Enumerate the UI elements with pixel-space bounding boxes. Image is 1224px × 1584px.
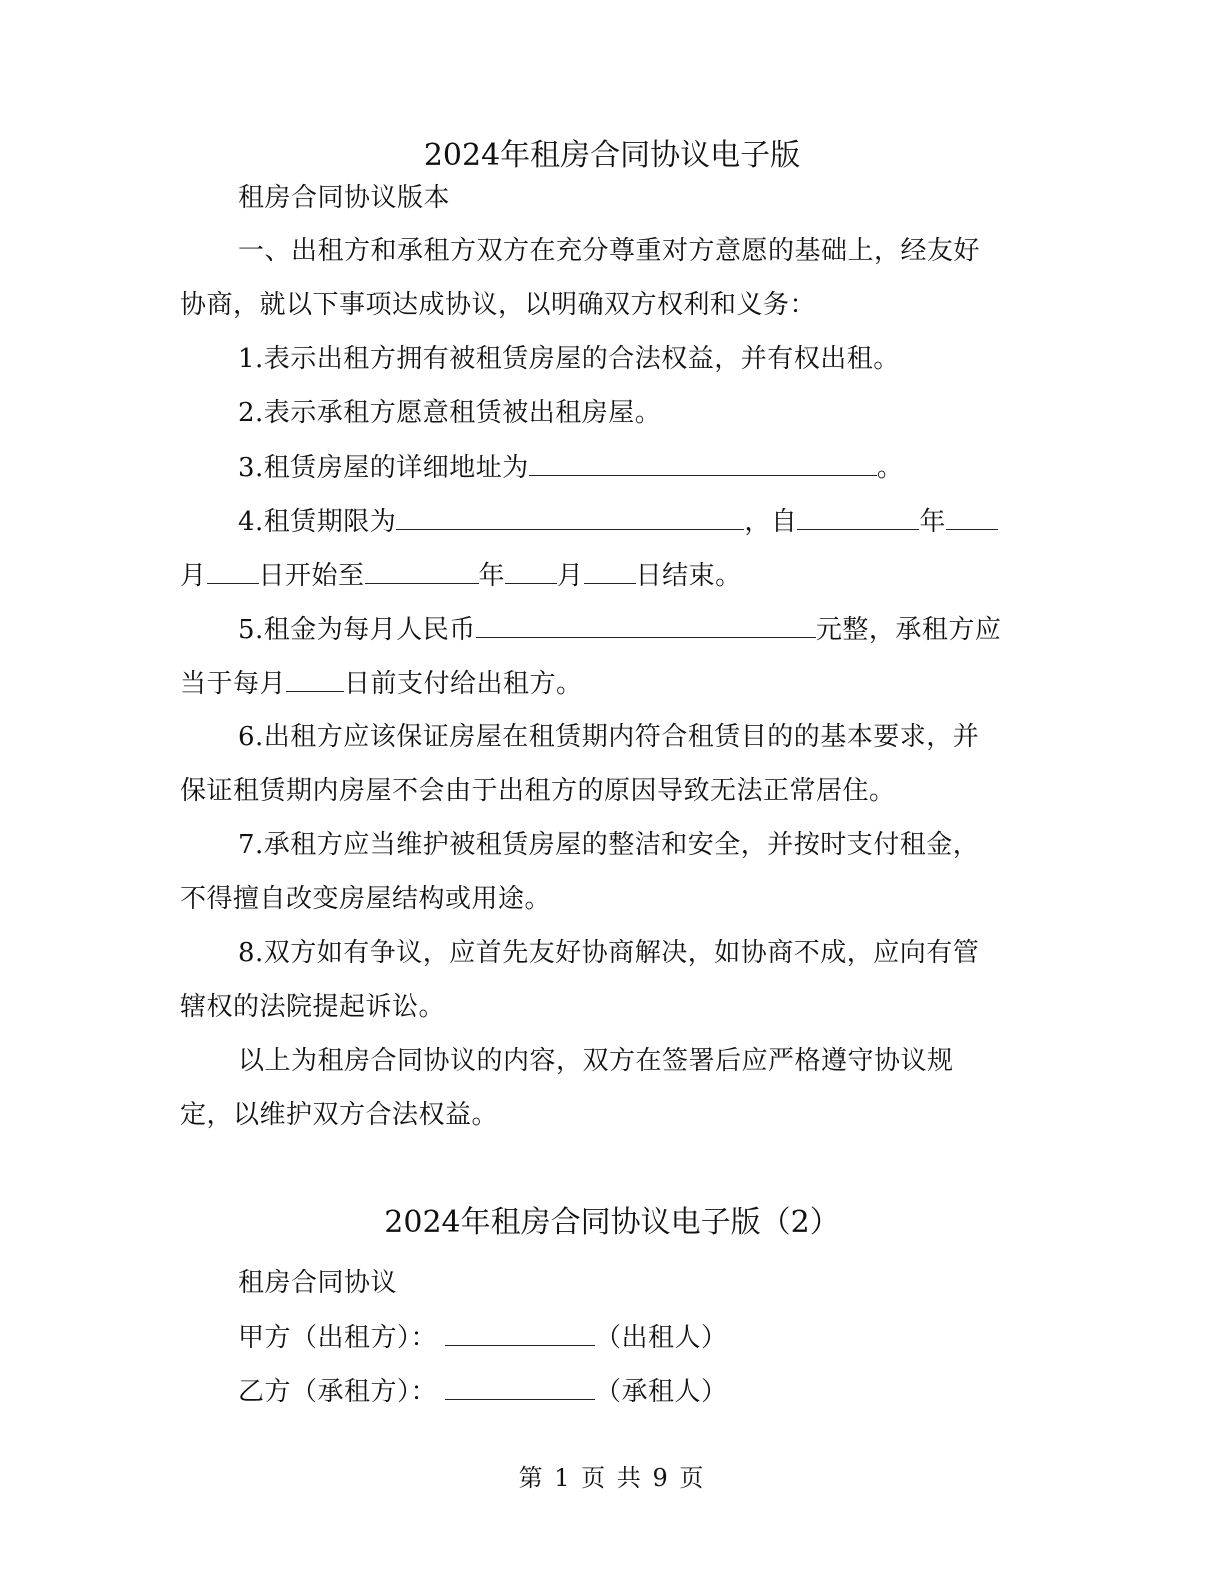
clause-4-month: 月: [180, 561, 207, 591]
clause-5-due: 当于每月: [180, 669, 287, 699]
clause-5-line-1: [238, 611, 1001, 648]
clause-4-text: 4.租赁期限为: [238, 507, 397, 537]
due-day-blank: [286, 665, 344, 692]
second-document-title: 2024年租房合同协议电子版（2）: [384, 1205, 840, 1240]
clause-7-line-1: 7.承租方应当维护被租赁房屋的整洁和安全，并按时支付租金，: [238, 830, 980, 860]
document-title: 2024年租房合同协议电子版: [423, 138, 801, 173]
clause-4-end: 日结束。: [635, 561, 742, 591]
clause-5-line-2: [180, 665, 583, 702]
clause-4-from: ，自: [744, 507, 798, 537]
party-b-role: （承租人）: [595, 1377, 728, 1407]
clause-4-end-year: 年: [478, 561, 506, 591]
party-a-line: [238, 1319, 728, 1356]
start-year-blank: [797, 503, 919, 530]
closing-line-1: 以上为租房合同协议的内容，双方在签署后应严格遵守协议规: [238, 1046, 954, 1076]
clause-4-line-1: [238, 503, 998, 540]
intro-line-1: 一、出租方和承租方双方在充分尊重对方意愿的基础上，经友好: [238, 236, 981, 266]
end-year-blank: [365, 557, 479, 584]
party-b-line: [238, 1373, 728, 1410]
clause-8-line-1: 8.双方如有争议，应首先友好协商解决，如协商不成，应向有管: [238, 938, 980, 968]
lease-term-blank: [396, 503, 744, 530]
party-a-role: （出租人）: [595, 1323, 728, 1353]
party-a-label: 甲方（出租方）：: [238, 1323, 438, 1353]
clause-4-start: 日开始至: [258, 561, 365, 591]
clause-3: [238, 449, 903, 486]
clause-4-end-month: 月: [557, 561, 584, 591]
party-b-blank: [445, 1373, 595, 1400]
rent-amount-blank: [476, 611, 816, 638]
clause-3-text: 3.租赁房屋的详细地址为: [238, 453, 529, 483]
clause-5-text: 5.租金为每月人民币: [238, 615, 476, 645]
start-day-blank: [207, 557, 259, 584]
start-month-blank: [946, 503, 998, 530]
clause-4-line-2: [180, 557, 742, 594]
closing-line-2: 定，以维护双方合法权益。: [180, 1100, 499, 1130]
document-subtitle: 租房合同协议版本: [238, 183, 451, 213]
party-b-label: 乙方（承租方）：: [238, 1377, 438, 1407]
second-document-subtitle: 租房合同协议: [238, 1268, 398, 1298]
clause-5-cont: 元整，承租方应: [815, 615, 1002, 645]
clause-8-line-2: 辖权的法院提起诉讼。: [180, 992, 446, 1022]
clause-1: 1.表示出租方拥有被租赁房屋的合法权益，并有权出租。: [238, 344, 900, 374]
clause-2: 2.表示承租方愿意租赁被出租房屋。: [238, 398, 662, 428]
clause-3-end: 。: [876, 453, 904, 483]
intro-line-2: 协商，就以下事项达成协议，以明确双方权利和义务：: [180, 290, 817, 320]
address-blank: [529, 449, 877, 476]
clause-5-end: 日前支付给出租方。: [344, 669, 583, 699]
end-day-blank: [584, 557, 636, 584]
clause-4-year: 年: [919, 507, 946, 537]
clause-6-line-2: 保证租赁期内房屋不会由于出租方的原因导致无法正常居住。: [180, 776, 896, 806]
page-footer: 第 1 页 共 9 页: [518, 1464, 706, 1492]
clause-7-line-2: 不得擅自改变房屋结构或用途。: [180, 884, 552, 914]
end-month-blank: [505, 557, 557, 584]
party-a-blank: [445, 1319, 595, 1346]
clause-6-line-1: 6.出租方应该保证房屋在租赁期内符合租赁目的的基本要求，并: [238, 722, 980, 752]
